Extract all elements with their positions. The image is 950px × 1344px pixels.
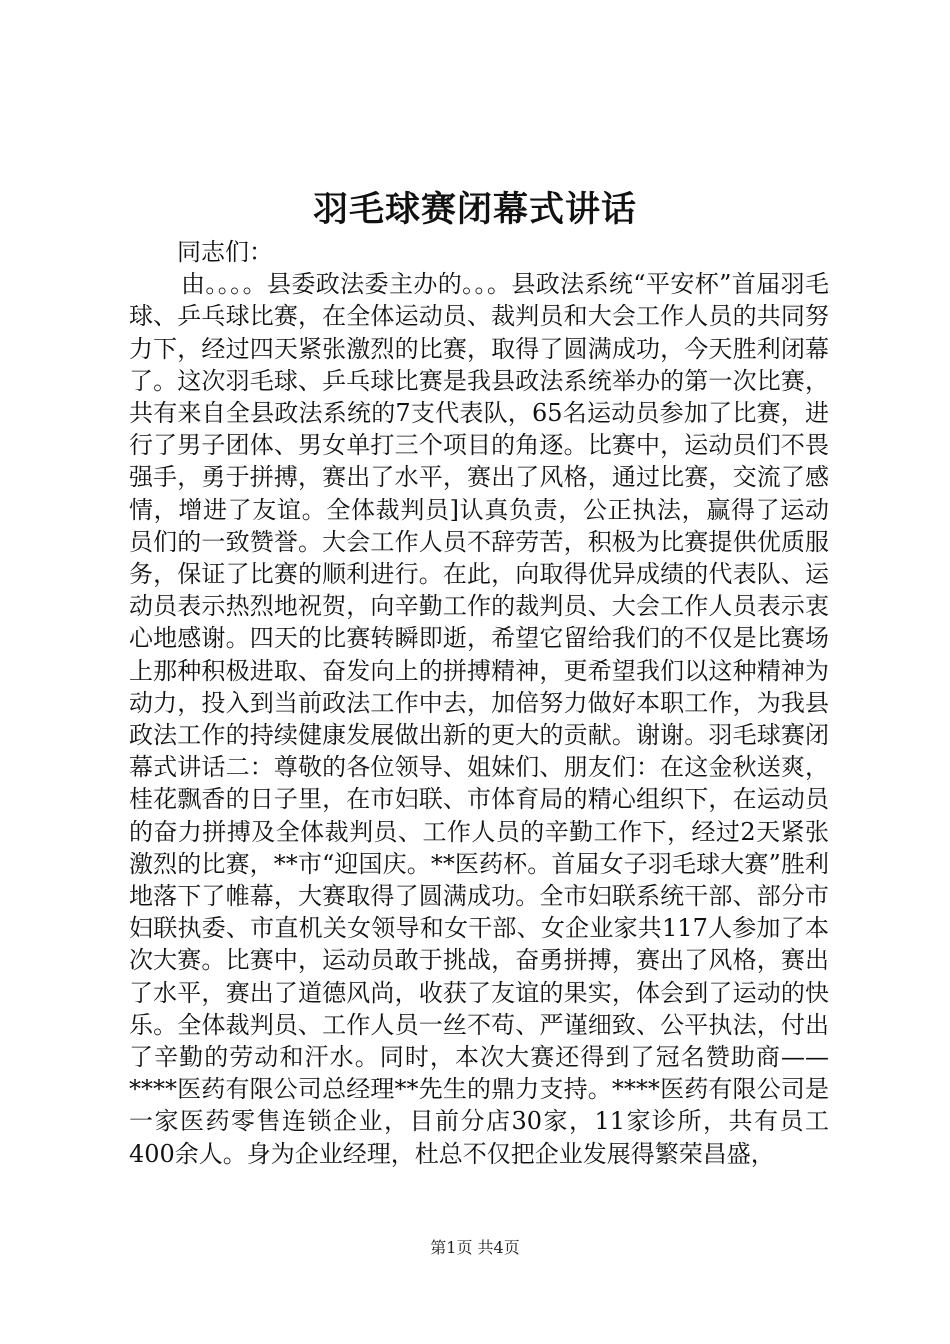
salutation: 同志们： — [177, 238, 273, 266]
body-paragraph: 由。。。。县委政法委主办的。。。县政法系统“平安杯”首届羽毛球、乒乓球比赛，在全体运动员、裁判员和大会工作人员的共同努力下，经过四天紧张激烈的比赛，取得了圆满成功，今天胜利闭幕了。这次羽毛球、乒乓球比赛是我县政法系统举办的第一次比赛，共有来自全县政法系统的7支代表队，65名运动员参加了比赛，进行了男子团体、男女单打三个项目的角逐。比赛中，运动员们不畏强手，勇于拼搏，赛出了水平，赛出了风格，通过比赛，交流了感情，增进了友谊。全体裁判员]认真负责，公正执法，赢得了运动员们的一致赞誉。大会工作人员不辞劳苦，积极为比赛提供优质服务，保证了比赛的顺利进行。在此，向取得优异成绩的代表队、运动员表示热烈地祝贺，向辛勤工作的裁判员、大会工作人员表示衷心地感谢。四天的比赛转瞬即逝，希望它留给我们的不仅是比赛场上那种积极进取、奋发向上的拼搏精神，更希望我们以这种精神为动力，投入到当前政法工作中去，加倍努力做好本职工作，为我县政法工作的持续健康发展做出新的更大的贡献。谢谢。羽毛球赛闭幕式讲话二：尊敬的各位领导、姐妹们、朋友们：在这金秋送爽，桂花飘香的日子里，在市妇联、市体育局的精心组织下，在运动员的奋力拼搏及全体裁判员、工作人员的辛勤工作下，经过2天紧张激烈的比赛，**市“迎国庆。**医药杯。首届女子羽毛球大赛”胜利地落下了帷幕，大赛取得了圆满成功。全市妇联系统干部、部分市妇联执委、市直机关女领导和女干部、女企业家共117人参加了本次大赛。比赛中，运动员敢于挑战，奋勇拼搏，赛出了风格，赛出了水平，赛出了道德风尚，收获了友谊的果实，体会到了运动的快乐。全体裁判员、工作人员一丝不苟、严谨细致、公平执法，付出了辛勤的劳动和汗水。同时，本次大赛还得到了冠名赞助商——****医药有限公司总经理**先生的鼎力支持。****医药有限公司是一家医药零售连锁企业，目前分店30家，11家诊所，共有员工400余人。身为企业经理，杜总不仅把企业发展得繁荣昌盛， — [129, 270, 829, 1168]
document-body — [129, 236, 829, 1170]
document-title: 羽毛球赛闭幕式讲话 — [312, 189, 637, 230]
page-footer: 第1页 共4页 — [430, 1238, 520, 1257]
